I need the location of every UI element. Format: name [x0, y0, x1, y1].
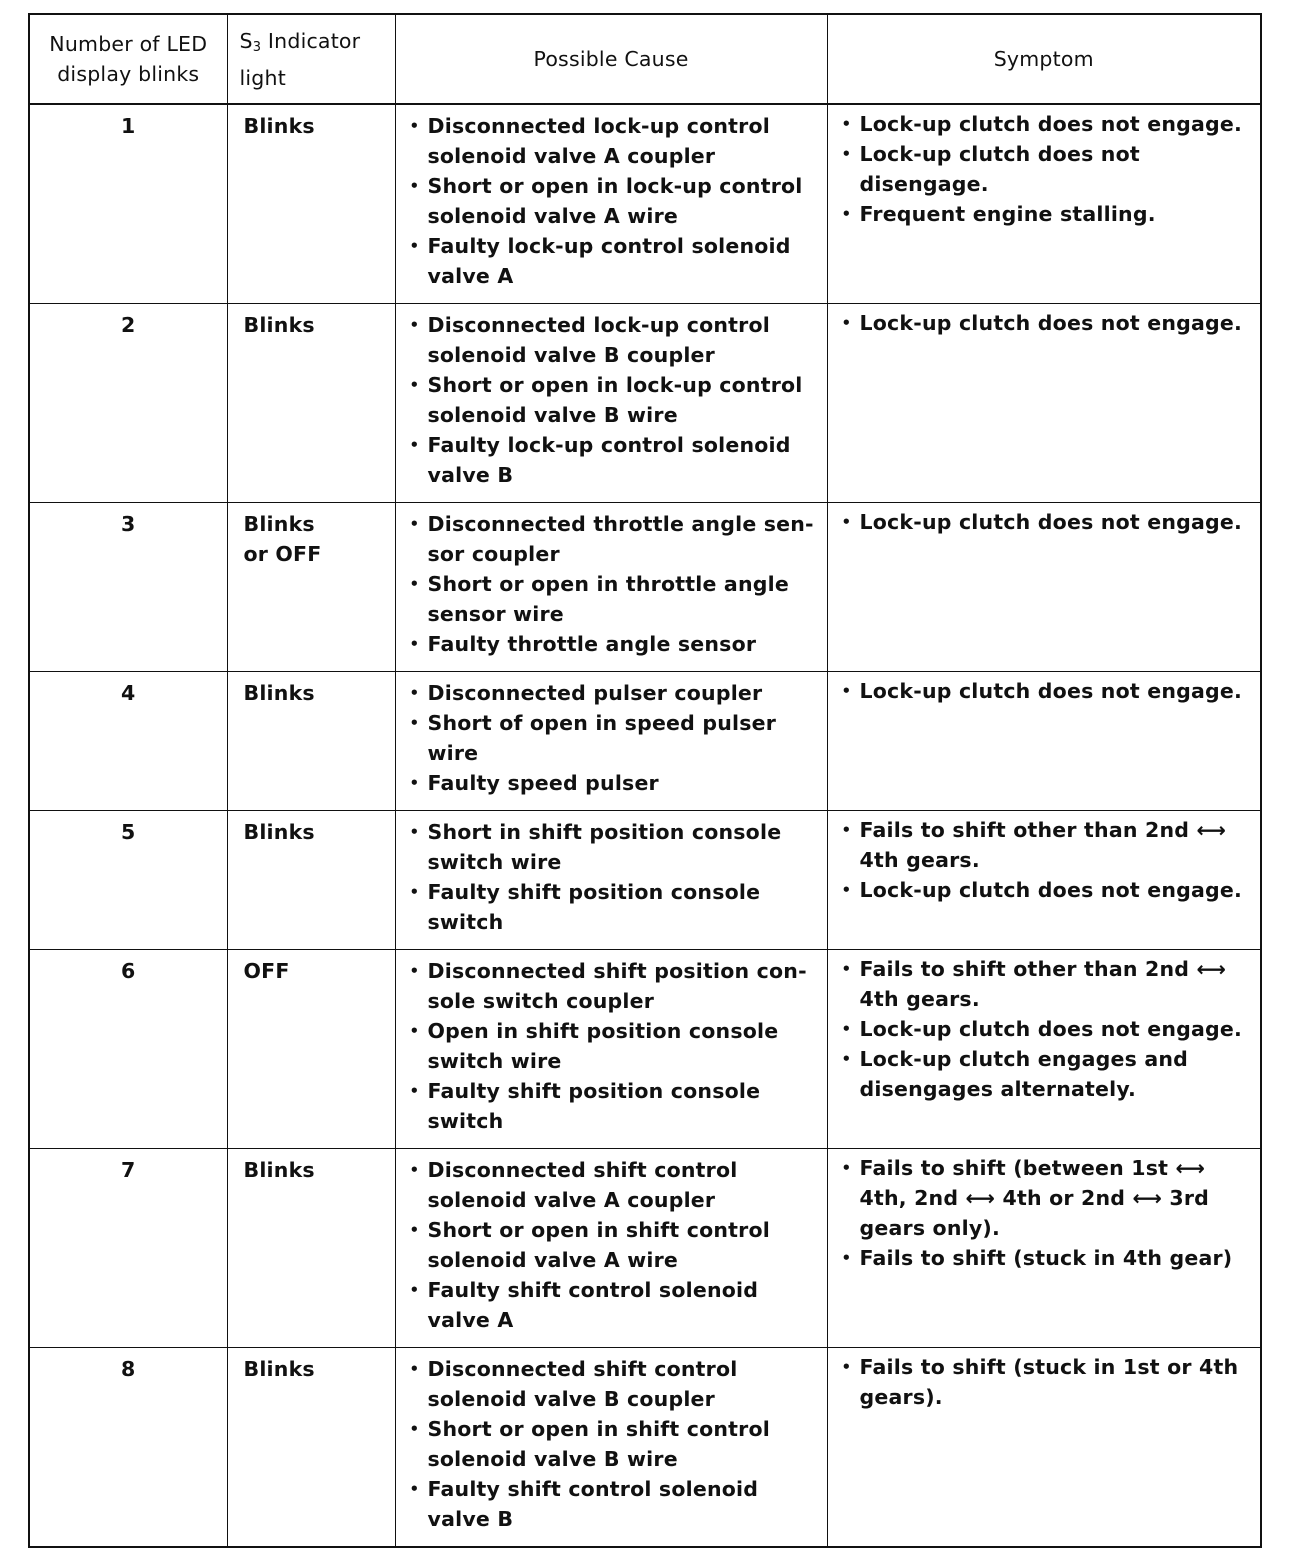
header-s3-indicator: [227, 14, 395, 104]
s3-state: [227, 950, 395, 1149]
table-row: [29, 1149, 1261, 1348]
header-symptom: Symptom: [827, 14, 1261, 104]
possible-cause-cell: [395, 104, 827, 304]
s3-state-line: Blinks: [243, 1158, 315, 1182]
header-s3-subscript: 3: [252, 39, 262, 55]
possible-cause-cell: [395, 811, 827, 950]
cause-list: [410, 678, 821, 798]
table-row: [29, 304, 1261, 503]
diagnostic-sheet: [28, 13, 1260, 1548]
cause-item: • Short in shift position console switch wire: [410, 817, 821, 877]
cause-item: • Short or open in shift control solenoid valve A wire: [410, 1215, 821, 1275]
symptom-item: • Lock-up clutch does not engage.: [842, 308, 1255, 338]
cause-list: [410, 111, 821, 291]
cause-item: • Short or open in lock-up control solenoid valve B wire: [410, 370, 821, 430]
table-row: [29, 1348, 1261, 1548]
symptom-item: • Fails to shift (between 1st ⟷ 4th, 2nd ⟷ 4th or 2nd ⟷ 3rd gears only).: [842, 1153, 1255, 1243]
s3-state: [227, 672, 395, 811]
header-s3-rest: Indicator: [261, 28, 361, 53]
cause-list: [410, 956, 821, 1136]
symptom-item: • Frequent engine stalling.: [842, 199, 1255, 229]
symptom-cell: [827, 1348, 1261, 1548]
cause-item: • Faulty lock-up control solenoid valve B: [410, 430, 821, 490]
cause-item: • Faulty shift control solenoid valve B: [410, 1474, 821, 1534]
symptom-item: • Fails to shift (stuck in 1st or 4th gears).: [842, 1352, 1255, 1412]
blink-count: 7: [29, 1149, 227, 1348]
cause-list: [410, 509, 821, 659]
symptom-list: [842, 507, 1255, 537]
possible-cause-cell: [395, 950, 827, 1149]
blink-count: 2: [29, 304, 227, 503]
blink-count: 8: [29, 1348, 227, 1548]
symptom-cell: [827, 304, 1261, 503]
s3-state-line: Blinks: [243, 1357, 315, 1381]
table-header: [29, 14, 1261, 104]
header-possible-cause: Possible Cause: [395, 14, 827, 104]
s3-state: [227, 503, 395, 672]
cause-item: • Short or open in shift control solenoid valve B wire: [410, 1414, 821, 1474]
header-led-blinks: [29, 14, 227, 104]
s3-state: [227, 1149, 395, 1348]
s3-state-line: Blinks: [243, 114, 315, 138]
cause-item: • Short of open in speed pulser wire: [410, 708, 821, 768]
s3-state-line: OFF: [243, 959, 290, 983]
symptom-list: [842, 109, 1255, 229]
header-led-blinks-line2: display blinks: [57, 62, 200, 86]
symptom-item: • Fails to shift (stuck in 4th gear): [842, 1243, 1255, 1273]
possible-cause-cell: [395, 1348, 827, 1548]
table-row: [29, 672, 1261, 811]
cause-list: [410, 817, 821, 937]
symptom-item: • Lock-up clutch does not engage.: [842, 1014, 1255, 1044]
table-row: [29, 950, 1261, 1149]
header-row: [29, 14, 1261, 104]
symptom-item: • Lock-up clutch does not disengage.: [842, 139, 1255, 199]
s3-state: [227, 1348, 395, 1548]
cause-item: • Faulty shift control solenoid valve A: [410, 1275, 821, 1335]
symptom-item: • Lock-up clutch does not engage.: [842, 109, 1255, 139]
symptom-item: • Lock-up clutch does not engage.: [842, 676, 1255, 706]
cause-item: • Disconnected lock-up control solenoid valve A coupler: [410, 111, 821, 171]
cause-item: • Disconnected shift position con-sole switch coupler: [410, 956, 821, 1016]
cause-list: [410, 1354, 821, 1534]
symptom-list: [842, 1153, 1255, 1273]
symptom-cell: [827, 1149, 1261, 1348]
symptom-item: • Lock-up clutch does not engage.: [842, 875, 1255, 905]
cause-item: • Faulty shift position console switch: [410, 1076, 821, 1136]
cause-item: • Faulty lock-up control solenoid valve A: [410, 231, 821, 291]
blink-count: 1: [29, 104, 227, 304]
table-row: [29, 104, 1261, 304]
symptom-cell: [827, 672, 1261, 811]
possible-cause-cell: [395, 304, 827, 503]
s3-state-line: or OFF: [243, 542, 322, 566]
s3-state-line: Blinks: [243, 313, 315, 337]
cause-item: • Short or open in lock-up control solenoid valve A wire: [410, 171, 821, 231]
blink-count: 6: [29, 950, 227, 1149]
table-body: [29, 104, 1261, 1547]
symptom-cell: [827, 503, 1261, 672]
symptom-list: [842, 815, 1255, 905]
header-led-blinks-line1: Number of LED: [49, 32, 208, 56]
cause-item: • Disconnected shift control solenoid valve B coupler: [410, 1354, 821, 1414]
s3-state: [227, 104, 395, 304]
cause-item: • Disconnected lock-up control solenoid valve B coupler: [410, 310, 821, 370]
possible-cause-cell: [395, 503, 827, 672]
possible-cause-cell: [395, 672, 827, 811]
cause-item: • Disconnected pulser coupler: [410, 678, 821, 708]
symptom-item: • Fails to shift other than 2nd ⟷ 4th gears.: [842, 954, 1255, 1014]
header-s3-prefix: S: [239, 28, 253, 53]
symptom-list: [842, 308, 1255, 338]
s3-state-line: Blinks: [243, 512, 315, 536]
s3-state: [227, 811, 395, 950]
cause-item: • Disconnected throttle angle sen-sor coupler: [410, 509, 821, 569]
diagnostic-table: [28, 13, 1262, 1548]
cause-item: • Faulty throttle angle sensor: [410, 629, 821, 659]
blink-count: 4: [29, 672, 227, 811]
cause-item: • Short or open in throttle angle sensor wire: [410, 569, 821, 629]
table-row: [29, 811, 1261, 950]
symptom-cell: [827, 811, 1261, 950]
symptom-cell: [827, 950, 1261, 1149]
possible-cause-cell: [395, 1149, 827, 1348]
header-s3-line2: light: [239, 65, 286, 90]
table-row: [29, 503, 1261, 672]
cause-item: • Disconnected shift control solenoid valve A coupler: [410, 1155, 821, 1215]
s3-state-line: Blinks: [243, 681, 315, 705]
cause-list: [410, 1155, 821, 1335]
cause-item: • Faulty speed pulser: [410, 768, 821, 798]
blink-count: 5: [29, 811, 227, 950]
cause-item: • Open in shift position console switch wire: [410, 1016, 821, 1076]
s3-state-line: Blinks: [243, 820, 315, 844]
symptom-item: • Lock-up clutch engages and disengages alternately.: [842, 1044, 1255, 1104]
symptom-cell: [827, 104, 1261, 304]
symptom-list: [842, 1352, 1255, 1412]
blink-count: 3: [29, 503, 227, 672]
symptom-list: [842, 676, 1255, 706]
symptom-list: [842, 954, 1255, 1104]
cause-item: • Faulty shift position console switch: [410, 877, 821, 937]
symptom-item: • Lock-up clutch does not engage.: [842, 507, 1255, 537]
s3-state: [227, 304, 395, 503]
cause-list: [410, 310, 821, 490]
symptom-item: • Fails to shift other than 2nd ⟷ 4th gears.: [842, 815, 1255, 875]
